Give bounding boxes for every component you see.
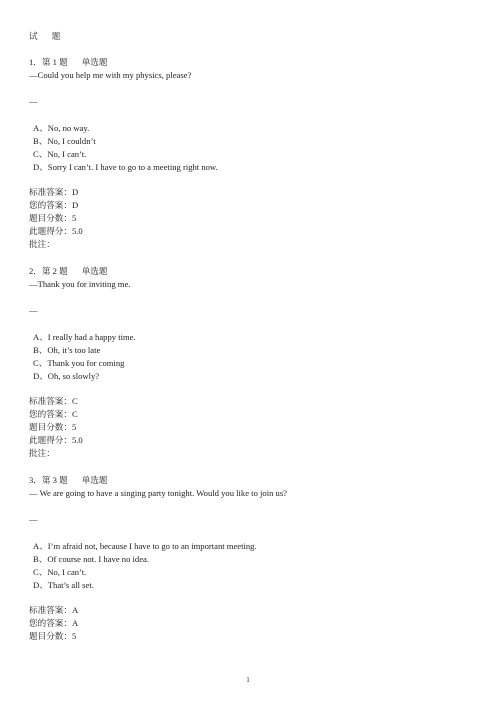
option-b: B、Oh, it’s too late bbox=[33, 345, 101, 355]
question-type: 单选题 bbox=[81, 57, 108, 67]
question-prompt: —Could you help me with my physics, please? bbox=[29, 70, 192, 80]
question-type: 单选题 bbox=[81, 475, 108, 485]
standard-answer: 标准答案：C bbox=[29, 396, 78, 406]
question-prompt: — We are going to have a singing party tonight. Would you like to join us? bbox=[29, 488, 287, 498]
question-prompt: —Thank you for inviting me. bbox=[29, 279, 131, 289]
option-a: A、I really had a happy time. bbox=[33, 332, 136, 342]
option-b: B、No, I couldn’t bbox=[33, 136, 96, 146]
answer-blank: — bbox=[29, 514, 38, 524]
question-points: 题目分数：5 bbox=[29, 422, 77, 432]
option-d: D、Sorry I can’t. I have to go to a meeting right now. bbox=[33, 162, 218, 172]
option-a: A、No, no way. bbox=[33, 123, 90, 133]
your-answer: 您的答案：D bbox=[29, 200, 79, 210]
question-points: 题目分数：5 bbox=[29, 213, 77, 223]
page-number: 1 bbox=[246, 676, 250, 684]
your-answer: 您的答案：A bbox=[29, 618, 79, 628]
question-header bbox=[29, 266, 107, 277]
question-header bbox=[29, 475, 107, 486]
option-c: C、No, I can’t. bbox=[33, 567, 87, 577]
option-b: B、Of course not. I have no idea. bbox=[33, 554, 149, 564]
option-d: D、That’s all set. bbox=[33, 580, 94, 590]
answer-blank: — bbox=[29, 305, 38, 315]
option-d: D、Oh, so slowly? bbox=[33, 371, 100, 381]
option-c: C、Thank you for coming bbox=[33, 358, 125, 368]
question-header bbox=[29, 57, 107, 68]
page-title: 试 题 bbox=[29, 31, 67, 41]
question-score: 此题得分：5.0 bbox=[29, 226, 83, 236]
your-answer: 您的答案：C bbox=[29, 409, 78, 419]
question-score: 此题得分：5.0 bbox=[29, 435, 83, 445]
option-a: A、I’m afraid not, because I have to go to an important meeting. bbox=[33, 541, 257, 551]
question-remark: 批注： bbox=[29, 448, 55, 458]
question-type: 单选题 bbox=[81, 266, 108, 276]
question-number: 2．第 2 题 bbox=[29, 266, 68, 276]
question-number: 1．第 1 题 bbox=[29, 57, 68, 67]
question-remark: 批注： bbox=[29, 239, 55, 249]
option-c: C、No, I can’t. bbox=[33, 149, 87, 159]
question-points: 题目分数：5 bbox=[29, 631, 77, 641]
standard-answer: 标准答案：A bbox=[29, 605, 79, 615]
standard-answer: 标准答案：D bbox=[29, 187, 79, 197]
answer-blank: — bbox=[29, 96, 38, 106]
question-number: 3．第 3 题 bbox=[29, 475, 68, 485]
